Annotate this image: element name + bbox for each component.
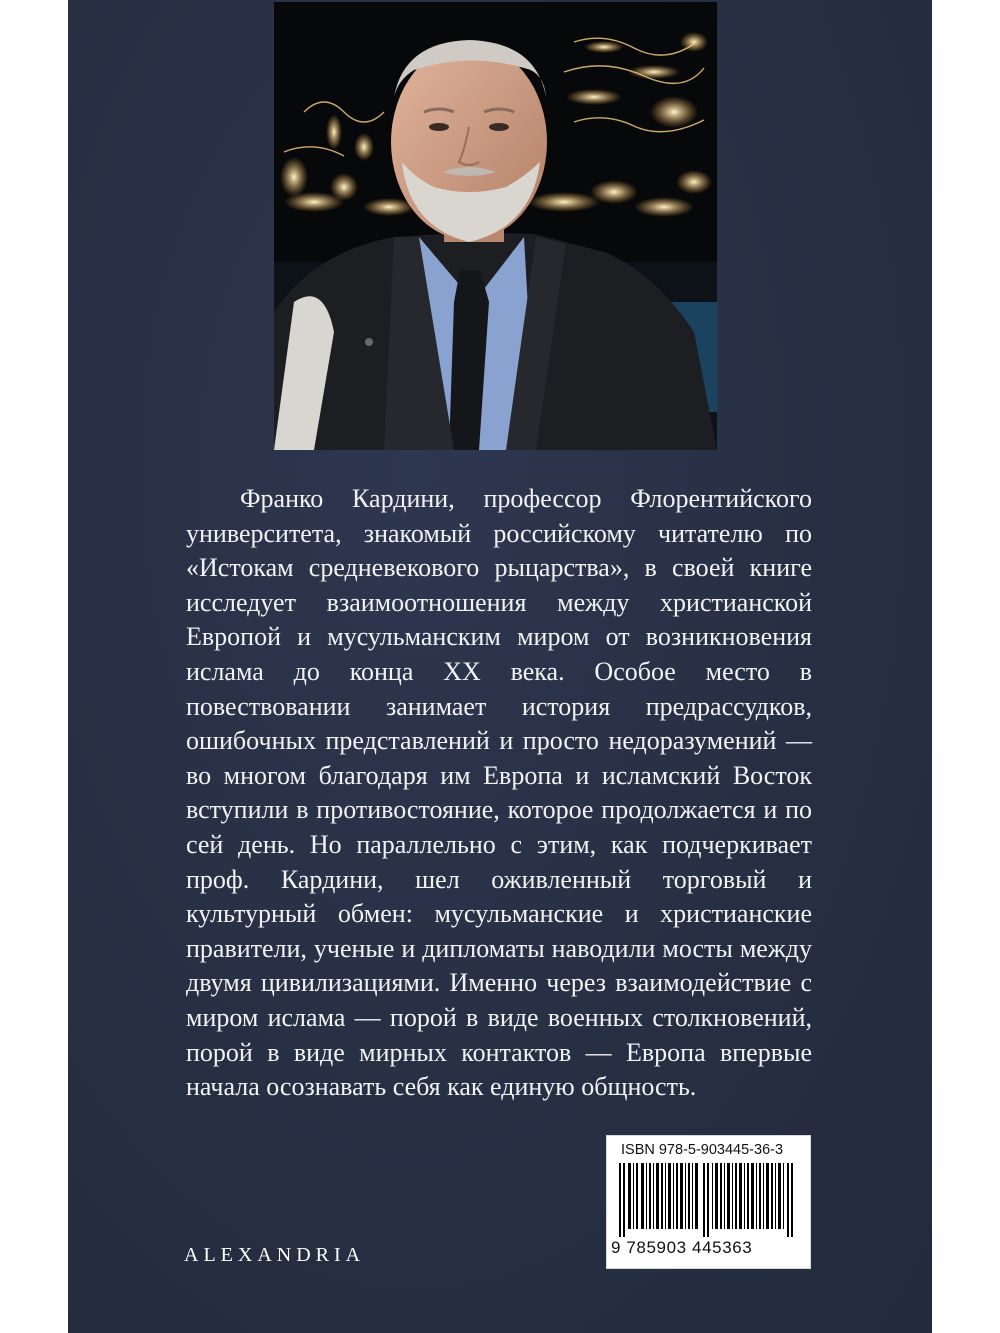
publisher-logo: ALEXANDRIA [184,1244,366,1266]
book-back-cover [68,0,932,1333]
author-portrait-icon [274,2,717,450]
barcode-icon [619,1163,799,1237]
book-annotation: Франко Кардини, профессор Флорентийского университета, знакомый российскому читателю по «Истокам средневекового рыцарства», в своей книге исследует взаимоотношения между христианской Европой и мусульманским миром от возникновения ислама до конца XX века. Особое место в повествовании занимает история предрассудков, ошибочных представлений и просто недоразумений — во многом благодаря им Европа и исламский Восток вступили в противостояние, которое продолжается и по сей день. Но параллельно с этим, как подчеркивает проф. Кардини, шел оживленный торговый и культурный обмен: мусульманские и христианские правители, ученые и дипломаты наводили мосты между двумя цивилизациями. Именно через взаимодействие с миром ислама — порой в виде военных столкновений, порой в виде мирных контактов — Европа впервые начала осознавать себя как единую общность. [186,484,812,1102]
barcode-digits: 9 785903 445363 [611,1238,753,1257]
author-photo [274,2,717,450]
isbn-barcode-block [606,1135,811,1269]
isbn-label: ISBN 978-5-903445-36-3 [621,1142,784,1158]
